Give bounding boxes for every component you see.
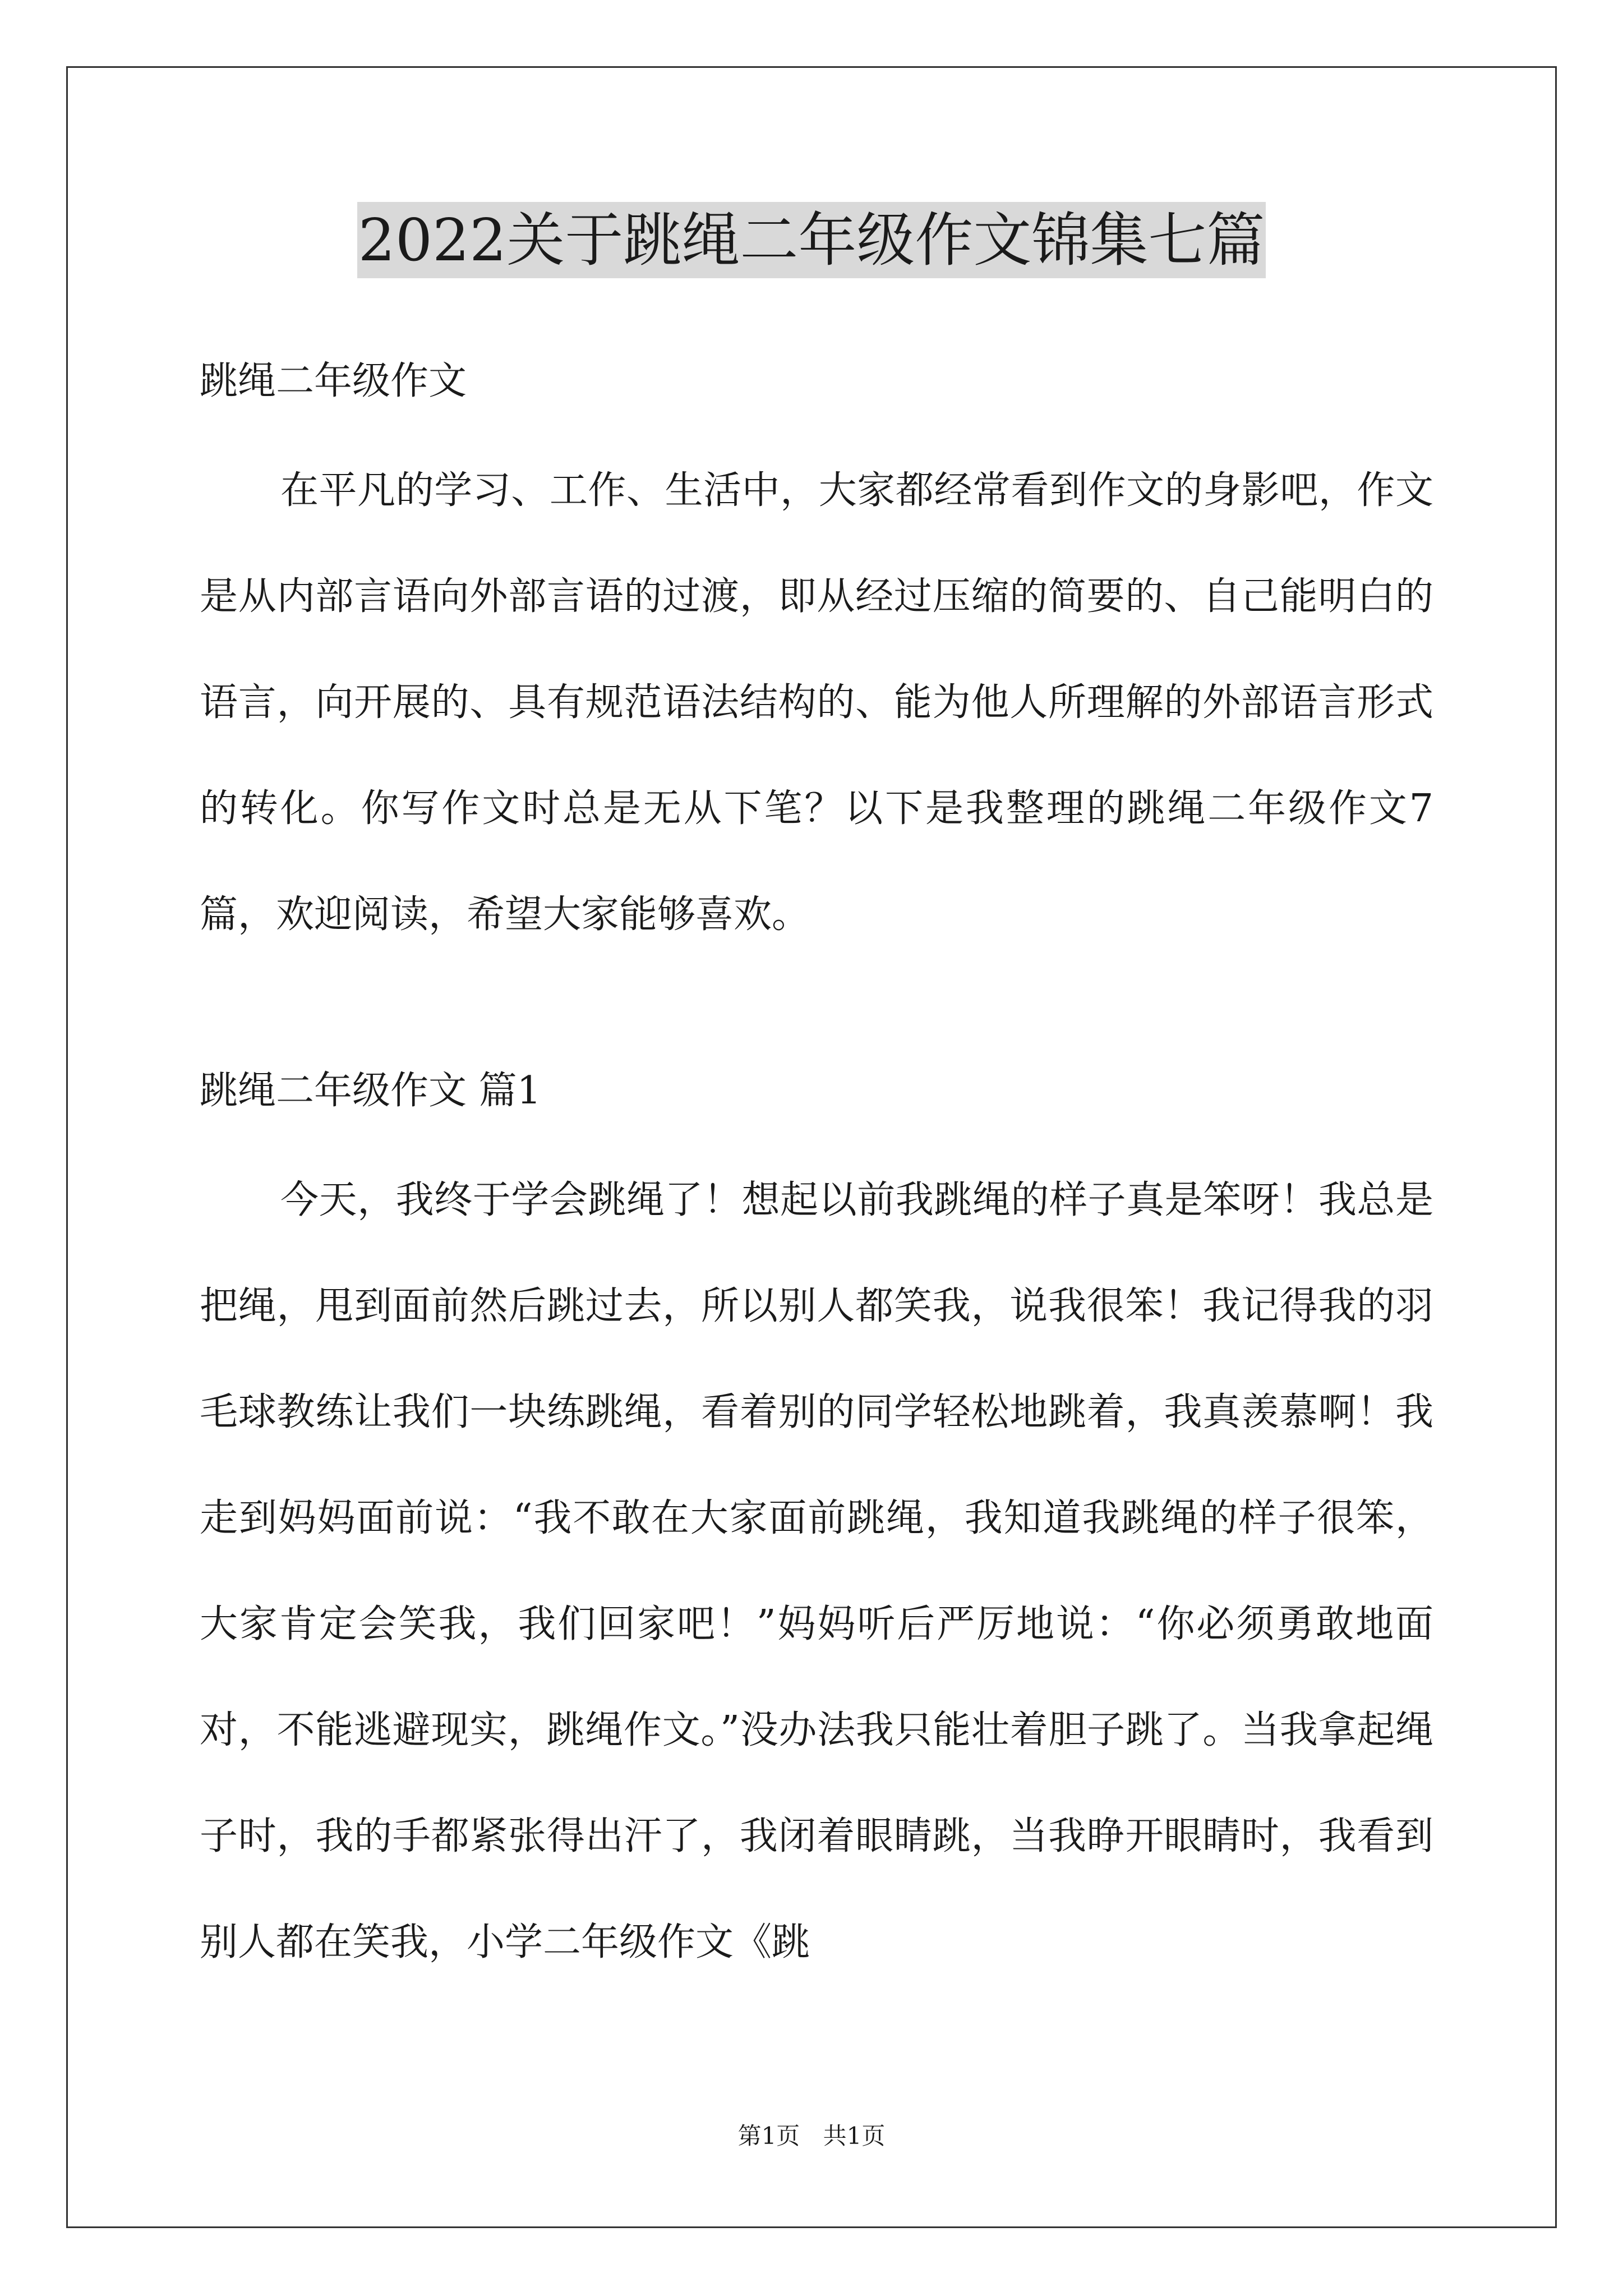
title-container — [0, 202, 1623, 278]
section1-heading: 跳绳二年级作文 篇1 — [200, 1069, 541, 1113]
page-footer — [0, 2120, 1623, 2152]
intro-heading: 跳绳二年级作文 — [200, 359, 467, 403]
page-total: 共1页 — [823, 2122, 886, 2150]
intro-paragraph: 在平凡的学习、工作、生活中，大家都经常看到作文的身影吧，作文是从内部言语向外部言语的过渡，即从经过压缩的简要的、自己能明白的语言，向开展的、具有规范语法结构的、能为他人所理解的外部语言形式的转化。你写作文时总是无从下笔？以下是我整理的跳绳二年级作文7篇，欢迎阅读，希望大家能够喜欢。 — [200, 468, 1433, 937]
page-number: 第1页 — [737, 2122, 800, 2150]
section1-paragraph: 今天，我终于学会跳绳了！想起以前我跳绳的样子真是笨呀！我总是把绳，甩到面前然后跳过去，所以别人都笑我，说我很笨！我记得我的羽毛球教练让我们一块练跳绳，看着别的同学轻松地跳着，我真羡慕啊！我走到妈妈面前说：“我不敢在大家面前跳绳，我知道我跳绳的样子很笨，大家肯定会笑我，我们回家吧！”妈妈听后严厉地说：“你必须勇敢地面对，不能逃避现实，跳绳作文。”没办法我只能壮着胆子跳了。当我拿起绳子时，我的手都紧张得出汗了，我闭着眼睛跳，当我睁开眼睛时，我看到别人都在笑我，小学二年级作文《跳 — [200, 1178, 1433, 1964]
document-title: 2022关于跳绳二年级作文锦集七篇 — [357, 202, 1266, 278]
